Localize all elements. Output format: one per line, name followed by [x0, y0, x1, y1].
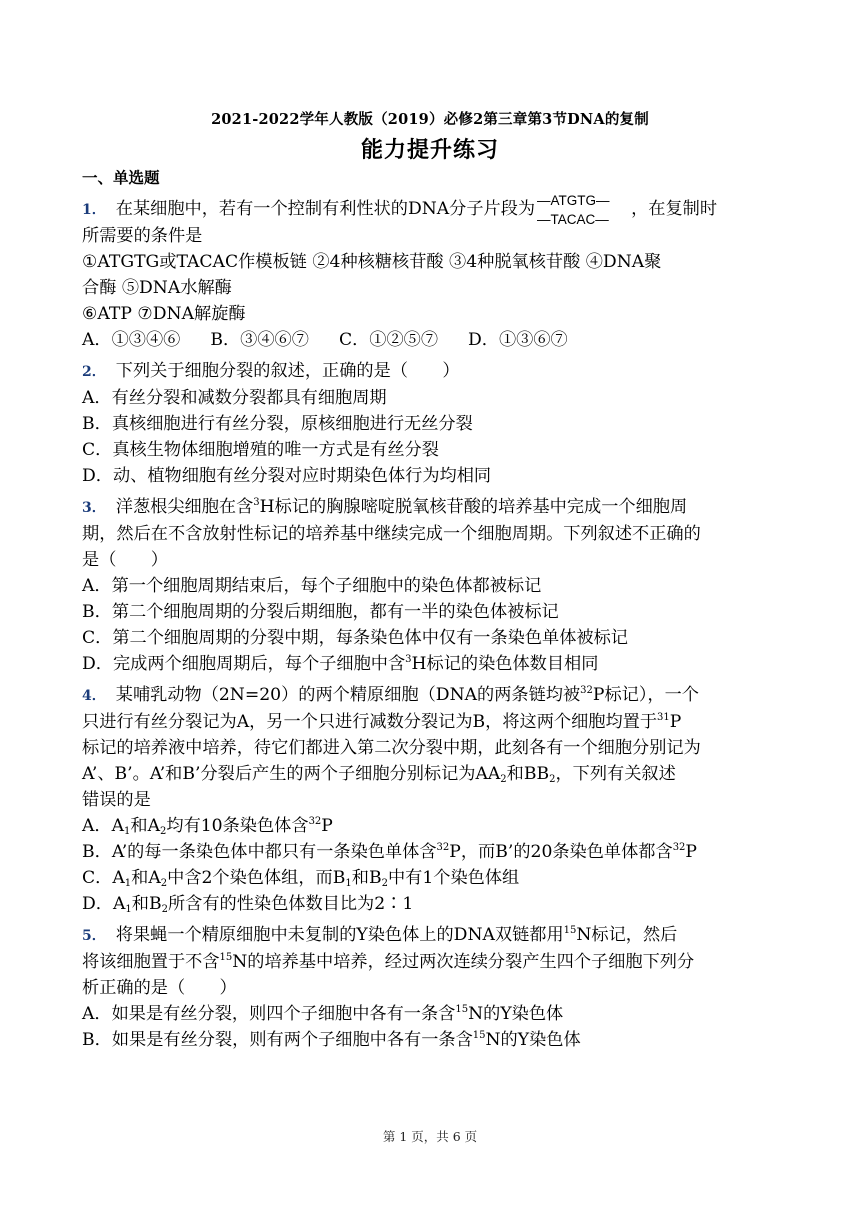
page-footer: 第 1 页，共 6 页	[382, 1129, 478, 1144]
document-title: 2021-2022学年人教版（2019）必修2第三章第3节DNA的复制	[211, 111, 649, 128]
question-2	[82, 358, 804, 489]
option-c[interactable]: C．真核生物体细胞增殖的唯一方式是有丝分裂	[82, 440, 439, 460]
question-4: 4． 某哺乳动物（2N=20）的两个精原细胞（DNA的两条链均被$^{32}$P标记），一个 只进行有丝分裂记为A，另一个只进行减数分裂记为B，将这两个细胞均置于$^{31}$P 标记的培养液中培养，待它们都进入第二次分裂中期，此刻各有一个细胞分别记为 A’、B’。A’和B’分裂后产生的两个子细胞分别标记为$AA_2$和$BB_2$，下列有关叙述 错误的是 A．$A_1$和$A_2$均有10条染色体含$^{32}$P B．A’的每一条染色体中都只有一条染色单体含$^{32}$P，而B’的20条染色单体都含$^{32}$P C．$A_1$和$A_2$中含2个染色体组，而$B_1$和$B_2$中有1个染色体组 D．$A_1$和$B_2$所含有的性染色体数目比为2∶1	[82, 682, 804, 917]
option-b[interactable]: B．③④⑥⑦	[210, 330, 309, 350]
section-heading: 一、单选题	[82, 168, 160, 187]
option-a[interactable]: A．第一个细胞周期结束后，每个子细胞中的染色体都被标记	[82, 576, 542, 596]
question-number: 4．	[82, 688, 106, 704]
question-1: 1． 在某细胞中，若有一个控制有利性状的DNA分子片段为 —ATGTG— —TACAC— ，在复制时 所需要的条件是 ①ATGTG或TACAC作模板链 ②4种核糖核苷酸 ③4种脱氧核苷酸 ④DNA聚 合酶 ⑤DNA水解酶 ⑥ATP ⑦DNA解旋酶 A．①③④⑥ B．③④⑥⑦ C．①②⑤⑦ D．①③⑥⑦	[82, 196, 804, 353]
question-number: 3．	[82, 500, 106, 516]
option-a[interactable]: A．$A_1$和$A_2$均有10条染色体含$^{32}$P	[82, 816, 333, 837]
dna-strand-bottom: —TACAC—	[537, 211, 609, 227]
option-c[interactable]: C．①②⑤⑦	[338, 330, 439, 350]
option-d[interactable]: D．①③⑥⑦	[468, 330, 568, 350]
question-3: 3． 洋葱根尖细胞在含$^3$H标记的胸腺嘧啶脱氧核苷酸的培养基中完成一个细胞周 期，然后在不含放射性标记的培养基中继续完成一个细胞周期。下列叙述不正确的 是（ ） A．第一个细胞周期结束后，每个子细胞中的染色体都被标记 B．第二个细胞周期的分裂后期细胞，都有一半的染色体被标记 C．第二个细胞周期的分裂中期，每条染色体中仅有一条染色单体被标记 D．完成两个细胞周期后，每个子细胞中含$^3$H标记的染色体数目相同	[82, 494, 804, 677]
option-d[interactable]: D．$A_1$和$B_2$所含有的性染色体数目比为2∶1	[82, 894, 414, 915]
option-b[interactable]: B．如果是有丝分裂，则有两个子细胞中各有一条含$^{15}$N的Y染色体	[82, 1030, 581, 1050]
option-b[interactable]: B．第二个细胞周期的分裂后期细胞，都有一半的染色体被标记	[82, 602, 559, 622]
option-c[interactable]: C．第二个细胞周期的分裂中期，每条染色体中仅有一条染色单体被标记	[82, 628, 628, 648]
question-number: 5．	[82, 928, 106, 944]
question-number: 1．	[82, 202, 106, 218]
question-list	[82, 192, 804, 1058]
emphasis-text: 错误的是	[82, 790, 151, 810]
option-a[interactable]: A．①③④⑥	[82, 330, 181, 350]
question-number: 2．	[82, 364, 106, 380]
question-stem: 在某细胞中，若有一个控制有利性状的DNA分子片段为	[115, 199, 536, 219]
question-5: 5． 将果蝇一个精原细胞中未复制的Y染色体上的DNA双链都用$^{15}$N标记，然后 将该细胞置于不含$^{15}$N的培养基中培养，经过两次连续分裂产生四个子细胞下列分 析正确的是（ ） A．如果是有丝分裂，则四个子细胞中各有一条含$^{15}$N的Y染色体 B．如果是有丝分裂，则有两个子细胞中各有一条含$^{15}$N的Y染色体	[82, 922, 804, 1053]
option-a[interactable]: A．如果是有丝分裂，则四个子细胞中各有一条含$^{15}$N的Y染色体	[82, 1004, 564, 1024]
dna-fragment-figure	[535, 191, 631, 229]
condition-list: ①ATGTG或TACAC作模板链 ②4种核糖核苷酸 ③4种脱氧核苷酸 ④DNA聚	[82, 252, 662, 272]
option-b[interactable]: B．A’的每一条染色体中都只有一条染色单体含$^{32}$P，而B’的20条染色单体都含$^{32}$P	[82, 842, 697, 862]
option-b[interactable]: B．真核细胞进行有丝分裂，原核细胞进行无丝分裂	[82, 414, 473, 434]
question-stem: 下列关于细胞分裂的叙述，正确的是（ ）	[115, 361, 460, 381]
option-d[interactable]: D．动、植物细胞有丝分裂对应时期染色体行为均相同	[82, 466, 492, 486]
document-subtitle: 能力提升练习	[360, 137, 499, 163]
options-row	[82, 327, 804, 353]
option-d[interactable]: D．完成两个细胞周期后，每个子细胞中含$^3$H标记的染色体数目相同	[82, 654, 599, 674]
dna-strand-top: —ATGTG—	[537, 192, 610, 208]
option-c[interactable]: C．$A_1$和$A_2$中含2个染色体组，而$B_1$和$B_2$中有1个染色体组	[82, 868, 520, 889]
option-a[interactable]: A．有丝分裂和减数分裂都具有细胞周期	[82, 388, 387, 408]
